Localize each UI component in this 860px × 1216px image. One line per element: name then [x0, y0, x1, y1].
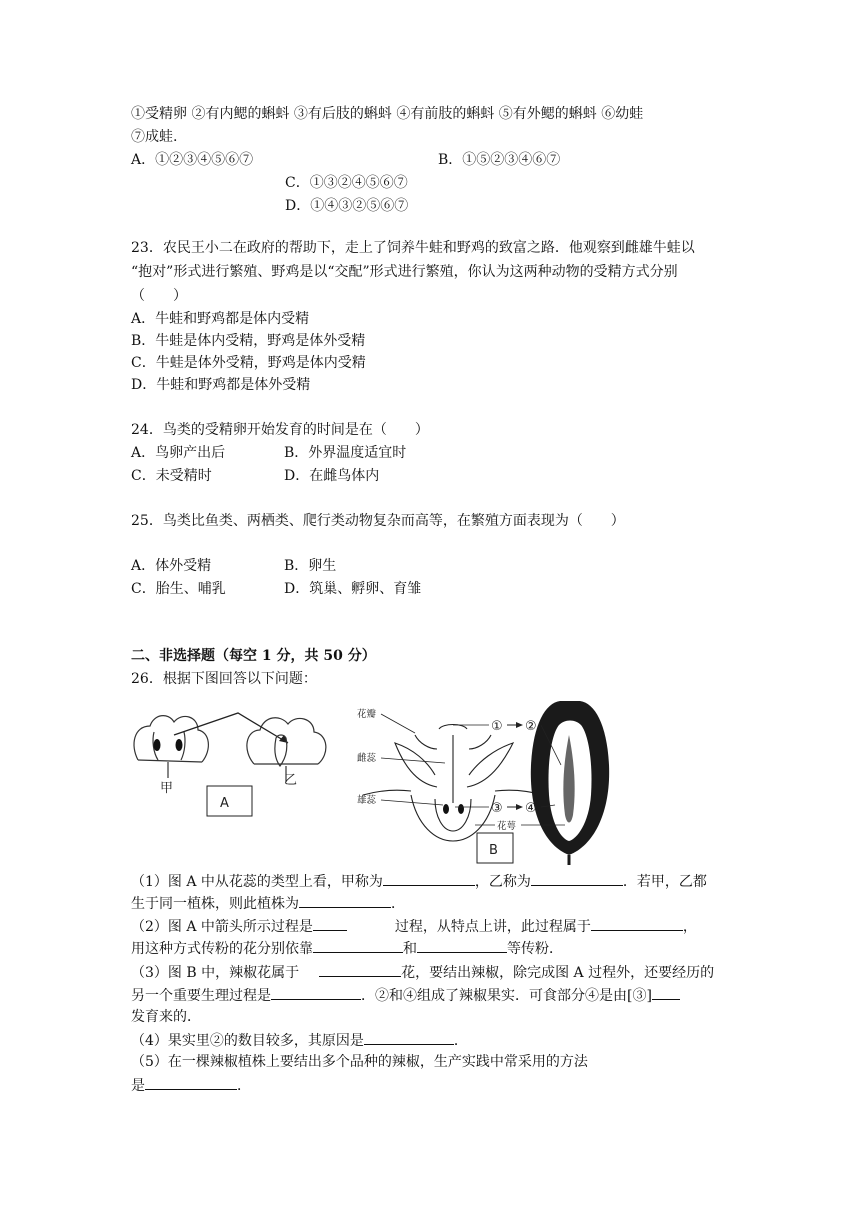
- label-yi: 乙: [284, 773, 298, 788]
- q23-option-d: D．牛蛙和野鸡都是体外受精: [131, 377, 311, 393]
- q26-part1-line1: （1）图 A 中从花蕊的类型上看，甲称为 ，乙称为 ．若甲，乙都: [131, 871, 707, 892]
- anther-right-icon: [176, 739, 183, 751]
- q22-options-line2: ⑦成蛙.: [131, 129, 178, 145]
- q22-option-b: B．①⑤②③④⑥⑦: [438, 152, 561, 168]
- q23-option-a: A．牛蛙和野鸡都是体内受精: [131, 311, 310, 327]
- anther-left-icon: [154, 739, 161, 751]
- label-huae: 花萼: [497, 821, 517, 832]
- q24-option-d: D．在雌鸟体内: [284, 468, 380, 484]
- circle-3: ③: [491, 801, 503, 816]
- q23-stem-line3: （ ）: [131, 288, 187, 304]
- q24-option-b: B．外界温度适宜时: [284, 445, 407, 461]
- q26-part5-line2: 是 ．: [131, 1075, 251, 1096]
- label-huaban: 花瓣: [357, 709, 377, 720]
- label-xiongrui: 雄蕊: [357, 795, 377, 806]
- q24-option-c: C．未受精时: [131, 468, 212, 484]
- q26-part5-line1: （5）在一棵辣椒植株上要结出多个品种的辣椒，生产实践中常采用的方法: [131, 1054, 588, 1070]
- figure-b: [355, 695, 625, 867]
- circle-2: ②: [525, 719, 537, 734]
- figure-a-label-box: [207, 786, 252, 816]
- q25-option-c: C．胎生、哺乳: [131, 581, 226, 597]
- pepper-fruit-icon: [531, 701, 609, 865]
- q26-stem: 26．根据下图回答以下问题：: [131, 671, 317, 687]
- q26-part3-line3: 发育来的．: [131, 1009, 201, 1025]
- q23-option-c: C．牛蛙是体外受精，野鸡是体内受精: [131, 355, 366, 371]
- q23-stem-line1: 23．农民王小二在政府的帮助下，走上了饲养牛蛙和野鸡的致富之路．他观察到雌雄牛蛙以: [131, 240, 695, 256]
- q25-option-a: A．体外受精: [131, 558, 212, 574]
- figure-a-label: A: [220, 796, 229, 811]
- circle-4: ④: [525, 801, 537, 816]
- q26-part3-line2: 另一个重要生理过程是 ．②和④组成了辣椒果实．可食部分④是由[③]: [131, 985, 680, 1006]
- q25-option-b: B．卵生: [284, 558, 337, 574]
- figure-a: [128, 700, 353, 830]
- q24-option-a: A．鸟卵产出后: [131, 445, 226, 461]
- q25-stem: 25．鸟类比鱼类、两栖类、爬行类动物复杂而高等，在繁殖方面表现为（ ）: [131, 513, 625, 529]
- q24-stem: 24．鸟类的受精卵开始发育的时间是在（ ）: [131, 422, 429, 438]
- q23-stem-line2: “抱对”形式进行繁殖、野鸡是以“交配”形式进行繁殖，你认为这两种动物的受精方式分别: [131, 264, 678, 280]
- q26-part2-line2: 用这种方式传粉的花分别依靠 和 等传粉．: [131, 938, 563, 959]
- label-cirui: 雌蕊: [357, 753, 377, 764]
- q23-option-b: B．牛蛙是体内受精，野鸡是体外受精: [131, 333, 366, 349]
- q22-option-d: D．①④③②⑤⑥⑦: [285, 198, 409, 214]
- circle-1: ①: [491, 719, 503, 734]
- q26-part4: （4）果实里②的数目较多，其原因是 ．: [131, 1030, 468, 1051]
- q22-options-line1: ①受精卵 ②有内鳃的蝌蚪 ③有后肢的蝌蚪 ④有前肢的蝌蚪 ⑤有外鳃的蝌蚪 ⑥幼蛙: [131, 106, 644, 122]
- q22-option-a: A．①②③④⑤⑥⑦: [131, 152, 254, 168]
- section-title: 二、非选择题（每空 1 分，共 50 分）: [131, 648, 376, 664]
- flower-jia-icon: [134, 716, 208, 778]
- figure-b-label: B: [489, 843, 498, 858]
- q25-option-d: D．筑巢、孵卵、育雏: [284, 581, 422, 597]
- q22-option-c: C．①③②④⑤⑥⑦: [285, 175, 408, 191]
- q26-part3-line1: （3）图 B 中，辣椒花属于 花，要结出辣椒，除完成图 A 过程外，还要经历的: [131, 962, 714, 983]
- q26-part2-line1: （2）图 A 中箭头所示过程是 过程，从特点上讲，此过程属于 ，: [131, 916, 697, 937]
- label-jia: 甲: [160, 781, 174, 796]
- q26-part1-line2: 生于同一植株，则此植株为 ．: [131, 893, 405, 914]
